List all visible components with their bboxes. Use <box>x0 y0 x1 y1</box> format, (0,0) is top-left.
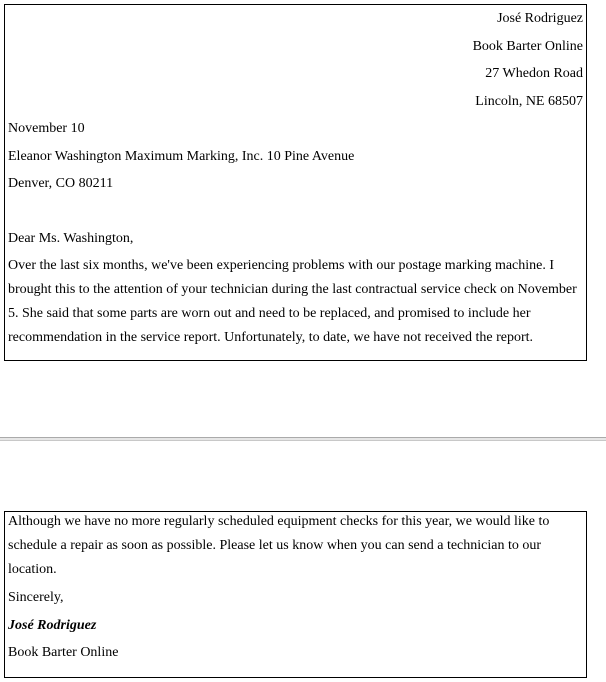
closing: Sincerely, <box>8 590 64 605</box>
signature-company: Book Barter Online <box>8 645 119 660</box>
body-paragraph-2: Although we have no more regularly scheduled equipment checks for this year, we would like to schedule a repair as soon as possible. Please let us know when you can send a technician to our location. <box>8 514 550 577</box>
body-paragraph-1: Over the last six months, we've been experiencing problems with our postage marking machine. I brought this to the attention of your technician during the last contractual service check on November 5. She said that some parts are worn out and need to be replaced, and promised to include her recommendation in the service report. Unfortunately, to date, we have not received the report. <box>8 258 577 345</box>
recipient-name-address: Eleanor Washington Maximum Marking, Inc. 10 Pine Avenue <box>8 149 355 164</box>
sender-company: Book Barter Online <box>472 39 583 54</box>
letter-page-1 <box>4 4 587 361</box>
salutation: Dear Ms. Washington, <box>8 231 134 246</box>
page-break-divider <box>0 437 606 441</box>
sender-street: 27 Whedon Road <box>485 66 583 81</box>
sender-city-state-zip: Lincoln, NE 68507 <box>475 94 583 109</box>
letter-page-2 <box>4 511 587 678</box>
sender-name: José Rodriguez <box>497 11 583 26</box>
recipient-city: Denver, CO 80211 <box>8 176 114 191</box>
signature: José Rodriguez <box>8 618 97 633</box>
letter-date: November 10 <box>8 121 85 136</box>
